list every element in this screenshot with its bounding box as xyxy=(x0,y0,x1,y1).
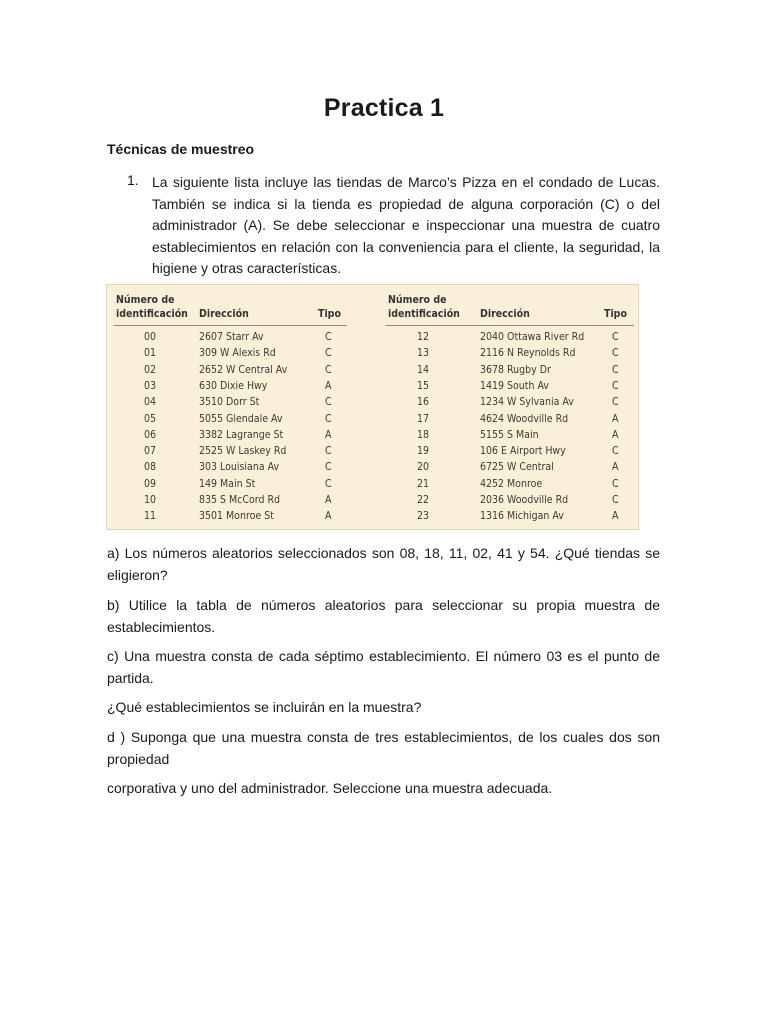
cell-store-id: 16 xyxy=(417,396,430,409)
cell-store-type: C xyxy=(325,477,332,490)
cell-store-address: 2652 W Central Av xyxy=(199,363,288,376)
cell-store-address: 3510 Dorr St xyxy=(199,396,260,409)
header-type: Tipo xyxy=(318,308,341,320)
cell-store-address: 4624 Woodville Rd xyxy=(480,412,569,425)
cell-store-address: 3678 Rugby Dr xyxy=(480,363,551,376)
cell-store-id: 13 xyxy=(417,347,430,360)
question-a: a) Los números aleatorios seleccionados son 08, 18, 11, 02, 41 y 54. ¿Qué tiendas se eligieron? xyxy=(107,545,660,583)
header-id-line2: identificación xyxy=(388,308,460,320)
cell-store-address: 835 S McCord Rd xyxy=(199,494,281,506)
question-c-followup: ¿Qué establecimientos se incluirán en la muestra? xyxy=(107,699,422,715)
cell-store-type: C xyxy=(612,396,619,409)
cell-store-address: 1419 South Av xyxy=(480,379,549,392)
cell-store-address: 2036 Woodville Rd xyxy=(480,494,569,506)
cell-store-address: 2040 Ottawa River Rd xyxy=(480,331,585,343)
cell-store-address: 4252 Monroe xyxy=(480,477,543,490)
cell-store-id: 04 xyxy=(144,396,157,409)
cell-store-id: 23 xyxy=(417,510,430,523)
cell-store-type: C xyxy=(325,445,332,458)
cell-store-type: A xyxy=(325,510,332,523)
cell-store-id: 11 xyxy=(144,510,157,523)
cell-store-type: C xyxy=(325,396,332,409)
page-title: Practica 1 xyxy=(323,94,445,122)
cell-store-id: 21 xyxy=(417,477,430,490)
cell-store-address: 2607 Starr Av xyxy=(199,331,264,343)
cell-store-address: 149 Main St xyxy=(199,477,256,490)
cell-store-type: C xyxy=(612,477,619,490)
header-address: Dirección xyxy=(199,308,249,320)
cell-store-id: 05 xyxy=(144,412,157,425)
cell-store-type: C xyxy=(612,445,619,458)
cell-store-id: 15 xyxy=(417,379,430,392)
cell-store-type: A xyxy=(325,428,332,441)
cell-store-id: 19 xyxy=(417,445,430,458)
cell-store-type: A xyxy=(325,494,332,506)
header-address: Dirección xyxy=(480,308,530,320)
cell-store-address: 309 W Alexis Rd xyxy=(199,347,276,360)
cell-store-type: C xyxy=(325,412,332,425)
cell-store-id: 00 xyxy=(144,331,157,343)
cell-store-type: C xyxy=(612,331,619,343)
cell-store-type: C xyxy=(612,363,619,376)
cell-store-type: C xyxy=(325,347,332,360)
header-rule-left xyxy=(114,325,347,326)
cell-store-id: 22 xyxy=(417,494,430,506)
cell-store-id: 10 xyxy=(144,494,157,506)
cell-store-address: 2116 N Reynolds Rd xyxy=(480,347,576,360)
cell-store-address: 630 Dixie Hwy xyxy=(199,379,268,392)
cell-store-id: 06 xyxy=(144,428,157,441)
question-c: c) Una muestra consta de cada séptimo establecimiento. El número 03 es el punto de partida. xyxy=(107,648,660,686)
cell-store-address: 1234 W Sylvania Av xyxy=(480,396,574,409)
stores-table xyxy=(106,284,639,530)
list-item-number: 1. xyxy=(127,172,139,188)
header-id-line2: identificación xyxy=(116,308,188,320)
header-rule-right xyxy=(386,325,634,326)
cell-store-address: 1316 Michigan Av xyxy=(480,510,564,523)
cell-store-type: C xyxy=(612,494,619,506)
cell-store-type: A xyxy=(612,428,619,441)
cell-store-address: 5055 Glendale Av xyxy=(199,412,283,425)
question-d: d ) Suponga que una muestra consta de tres establecimientos, de los cuales dos son propiedad xyxy=(107,729,660,767)
cell-store-address: 6725 W Central xyxy=(480,461,554,474)
header-id-line1: Número de xyxy=(116,294,175,306)
cell-store-id: 07 xyxy=(144,445,157,458)
cell-store-id: 20 xyxy=(417,461,430,474)
cell-store-id: 18 xyxy=(417,428,430,441)
list-item-text: La siguiente lista incluye las tiendas de Marco’s Pizza en el condado de Lucas. También se indica si la tienda es propiedad de alguna corporación (C) o del administrador (A). Se debe seleccionar e inspeccionar una muestra de cuatro establecimientos en relación con la conveniencia para el cliente, la seguridad, la higiene y otras características. xyxy=(152,174,660,276)
cell-store-type: C xyxy=(325,331,332,343)
cell-store-type: C xyxy=(325,363,332,376)
cell-store-address: 3501 Monroe St xyxy=(199,510,274,523)
header-type: Tipo xyxy=(604,308,627,320)
section-subtitle: Técnicas de muestreo xyxy=(107,141,255,157)
header-id-line1: Número de xyxy=(388,294,447,306)
cell-store-id: 17 xyxy=(417,412,430,425)
cell-store-id: 09 xyxy=(144,477,157,490)
cell-store-id: 12 xyxy=(417,331,430,343)
cell-store-address: 303 Louisiana Av xyxy=(199,461,280,474)
question-b: b) Utilice la tabla de números aleatorios para seleccionar su propia muestra de establecimientos. xyxy=(107,597,660,635)
cell-store-address: 2525 W Laskey Rd xyxy=(199,445,287,458)
cell-store-address: 3382 Lagrange St xyxy=(199,428,284,441)
cell-store-id: 02 xyxy=(144,363,157,376)
cell-store-type: C xyxy=(612,347,619,360)
cell-store-type: A xyxy=(612,412,619,425)
cell-store-type: A xyxy=(325,379,332,392)
question-d-continued: corporativa y uno del administrador. Seleccione una muestra adecuada. xyxy=(107,780,553,796)
cell-store-address: 106 E Airport Hwy xyxy=(480,445,566,458)
cell-store-id: 01 xyxy=(144,347,157,360)
cell-store-id: 08 xyxy=(144,461,157,474)
cell-store-address: 5155 S Main xyxy=(480,428,539,441)
cell-store-id: 03 xyxy=(144,379,157,392)
cell-store-type: A xyxy=(612,461,619,474)
cell-store-type: C xyxy=(325,461,332,474)
cell-store-type: C xyxy=(612,379,619,392)
cell-store-type: A xyxy=(612,510,619,523)
cell-store-id: 14 xyxy=(417,363,430,376)
